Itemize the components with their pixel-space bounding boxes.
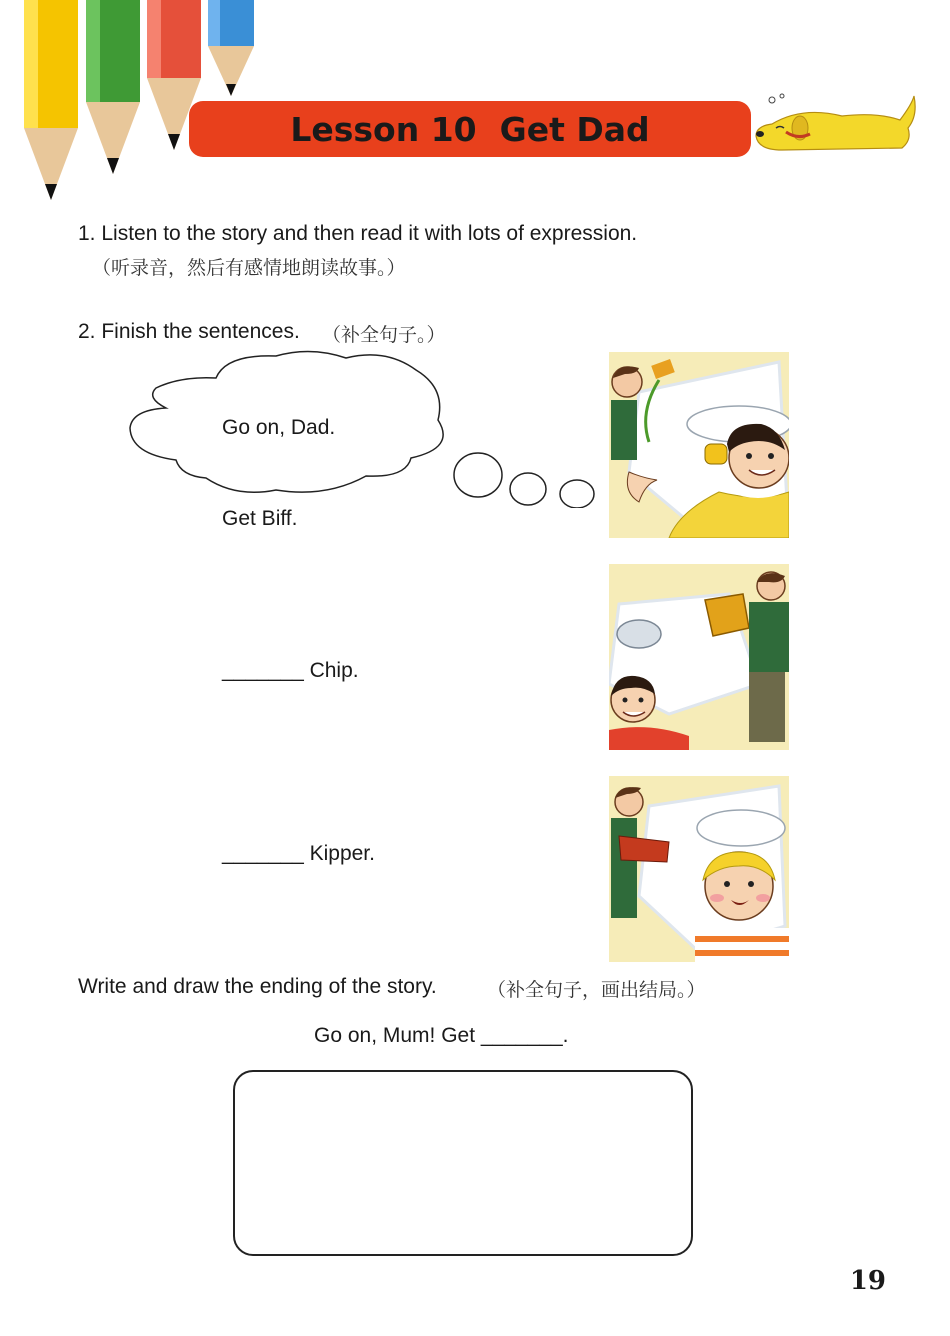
drawing-box[interactable]	[233, 1070, 693, 1256]
sentence-1: Get Biff.	[222, 507, 298, 530]
story-picture-chip	[609, 564, 789, 750]
instruction-1-cn: （听录音，然后有感情地朗读故事。）	[92, 257, 406, 279]
thought-bubble	[126, 348, 606, 508]
page-number: 19	[849, 1266, 886, 1296]
instruction-2: 2. Finish the sentences.	[78, 320, 300, 343]
instruction-1: 1. Listen to the story and then read it with lots of expression.	[78, 222, 638, 245]
story-picture-biff	[609, 352, 789, 538]
lesson-banner	[189, 101, 751, 157]
pencil-yellow-icon	[24, 0, 78, 200]
ending-sentence: Go on, Mum! Get _______.	[314, 1024, 569, 1047]
thought-bubble-text: Go on, Dad.	[222, 416, 336, 439]
dog-illustration	[752, 92, 920, 156]
sentence-2: _______ Chip.	[222, 659, 359, 682]
instruction-3-cn: （补全句子，画出结局。）	[487, 979, 706, 1001]
story-picture-kipper	[609, 776, 789, 962]
pencil-green-icon	[86, 0, 140, 174]
sentence-3: _______ Kipper.	[222, 842, 375, 865]
lesson-title: Lesson 10 Get Dad	[290, 109, 650, 149]
instruction-3: Write and draw the ending of the story.	[78, 975, 437, 998]
pencil-blue-icon	[208, 0, 254, 96]
instruction-2-cn: （补全句子。）	[322, 324, 446, 346]
